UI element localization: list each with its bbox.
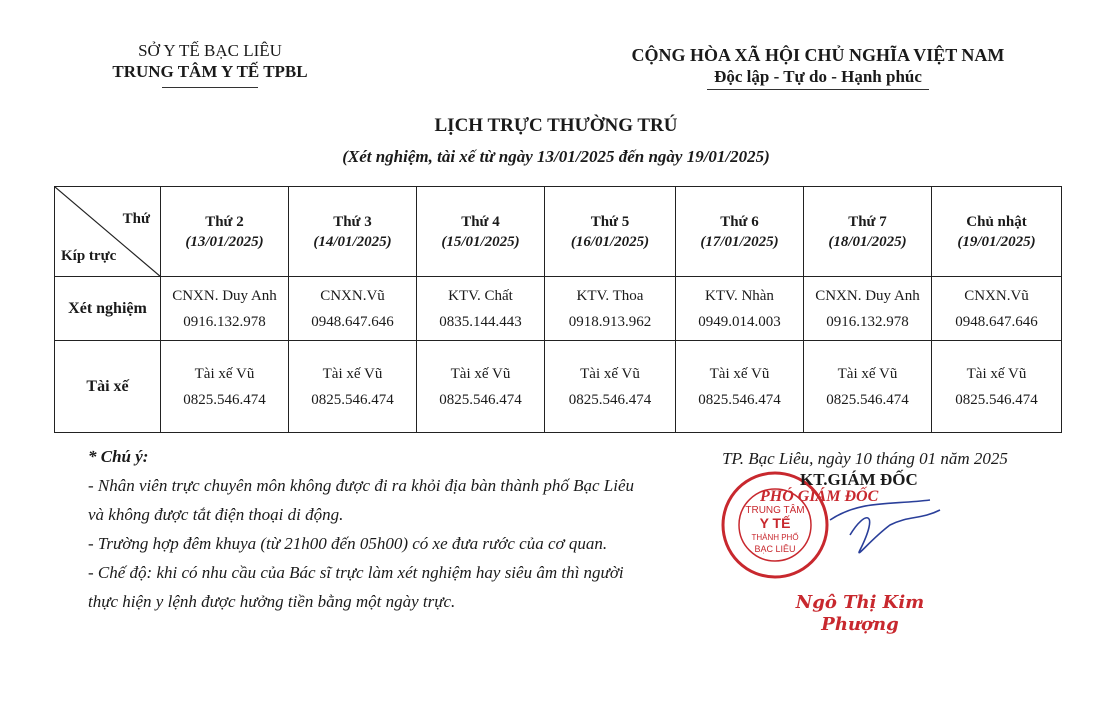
staff-name: Tài xế Vũ: [966, 365, 1027, 382]
row-label: Xét nghiệm: [55, 277, 161, 341]
staff-name: CNXN. Duy Anh: [815, 287, 920, 304]
shift-cell: [804, 341, 932, 433]
day-name: Thứ 5: [590, 213, 630, 230]
staff-phone: 0825.546.474: [439, 391, 522, 408]
staff-phone: 0918.913.962: [568, 313, 652, 330]
notes-section: [88, 442, 688, 616]
document-subtitle: (Xét nghiệm, tài xế từ ngày 13/01/2025 đến ngày 19/01/2025): [342, 147, 770, 166]
day-header: [545, 187, 676, 277]
staff-phone: 0949.014.003: [698, 313, 781, 330]
staff-name: Tài xế Vũ: [322, 365, 383, 382]
day-header: [289, 187, 417, 277]
seal-line: BẠC LIÊU: [754, 544, 796, 554]
staff-name: CNXN.Vũ: [320, 287, 385, 304]
notes-title: * Chú ý:: [88, 447, 149, 466]
seal-line: THÀNH PHỐ: [751, 533, 799, 542]
shift-cell: [289, 341, 417, 433]
staff-phone: 0825.546.474: [826, 391, 909, 408]
shift-cell: [932, 277, 1062, 341]
shift-cell: [545, 277, 676, 341]
day-name: Thứ 2: [205, 213, 244, 230]
table-row: [55, 341, 1062, 433]
document-title: LỊCH TRỰC THƯỜNG TRÚ: [434, 115, 678, 136]
day-name: Thứ 6: [720, 213, 759, 230]
staff-name: KTV. Thoa: [576, 287, 644, 304]
day-header: [417, 187, 545, 277]
shift-cell: [676, 277, 804, 341]
shift-cell: [545, 341, 676, 433]
note-line: - Trường hợp đêm khuya (từ 21h00 đến 05h00) có xe đưa rước của cơ quan.: [88, 534, 608, 553]
corner-day-label: Thứ: [122, 211, 150, 227]
staff-phone: 0835.144.443: [439, 313, 522, 330]
shift-cell: [804, 277, 932, 341]
corner-shift-label: Kíp trực: [61, 248, 117, 264]
staff-phone: 0948.647.646: [955, 313, 1038, 330]
row-label: Tài xế: [55, 341, 161, 433]
day-date: (14/01/2025): [313, 233, 392, 250]
day-date: (13/01/2025): [185, 233, 264, 250]
staff-name: KTV. Chất: [448, 287, 513, 304]
staff-name: CNXN.Vũ: [964, 287, 1029, 304]
day-name: Chủ nhật: [966, 213, 1027, 230]
note-line: và không được tắt điện thoại di động.: [88, 505, 344, 524]
day-header: [804, 187, 932, 277]
place-date: TP. Bạc Liêu, ngày 10 tháng 01 năm 2025: [722, 449, 1008, 468]
motto-underline: [707, 89, 929, 90]
agency-underline: [162, 87, 258, 88]
staff-phone: 0916.132.978: [826, 313, 909, 330]
national-name: CỘNG HÒA XÃ HỘI CHỦ NGHĨA VIỆT NAM: [631, 45, 1005, 65]
handwritten-signature: [820, 480, 950, 570]
staff-phone: 0825.546.474: [698, 391, 781, 408]
schedule-table: [54, 186, 1062, 433]
day-header: [161, 187, 289, 277]
shift-cell: [932, 341, 1062, 433]
shift-cell: [161, 341, 289, 433]
shift-cell: [161, 277, 289, 341]
staff-phone: 0825.546.474: [183, 391, 266, 408]
staff-phone: 0825.546.474: [955, 391, 1038, 408]
day-date: (17/01/2025): [700, 233, 779, 250]
table-header-row: [55, 187, 1062, 277]
national-motto: Độc lập - Tự do - Hạnh phúc: [714, 67, 922, 86]
day-date: (16/01/2025): [570, 233, 650, 250]
signer-name: Ngô Thị Kim Phượng: [795, 592, 925, 635]
agency-name: TRUNG TÂM Y TẾ TPBL: [112, 62, 308, 81]
staff-name: Tài xế Vũ: [837, 365, 898, 382]
signer-title: KT.GIÁM ĐỐC: [800, 470, 918, 489]
staff-name: CNXN. Duy Anh: [172, 287, 277, 304]
shift-cell: [417, 341, 545, 433]
shift-cell: [289, 277, 417, 341]
staff-phone: 0825.546.474: [568, 391, 652, 408]
day-name: Thứ 4: [461, 213, 500, 230]
day-date: (15/01/2025): [441, 233, 520, 250]
note-line: - Chế độ: khi có nhu cầu của Bác sĩ trực làm xét nghiệm hay siêu âm thì người: [88, 563, 624, 582]
staff-name: Tài xế Vũ: [450, 365, 511, 382]
day-date: (19/01/2025): [957, 233, 1036, 250]
agency-header: [60, 40, 360, 88]
staff-phone: 0948.647.646: [311, 313, 394, 330]
note-line: thực hiện y lệnh được hưởng tiền bằng một ngày trực.: [88, 592, 456, 611]
staff-phone: 0916.132.978: [183, 313, 266, 330]
day-header: [676, 187, 804, 277]
table-row: [55, 277, 1062, 341]
staff-name: Tài xế Vũ: [709, 365, 770, 382]
seal-line: Y TẾ: [759, 515, 791, 531]
note-line: - Nhân viên trực chuyên môn không được đi ra khỏi địa bàn thành phố Bạc Liêu: [88, 476, 635, 495]
day-date: (18/01/2025): [828, 233, 907, 250]
signer-subtitle: PHÓ GIÁM ĐỐC: [760, 488, 879, 505]
day-name: Thứ 7: [848, 213, 887, 230]
day-name: Thứ 3: [333, 213, 372, 230]
staff-name: Tài xế Vũ: [580, 365, 640, 382]
staff-phone: 0825.546.474: [311, 391, 394, 408]
national-header: [606, 44, 1030, 90]
day-header: [932, 187, 1062, 277]
staff-name: KTV. Nhàn: [705, 287, 774, 304]
seal-line: TRUNG TÂM: [745, 505, 805, 516]
shift-cell: [417, 277, 545, 341]
shift-cell: [676, 341, 804, 433]
staff-name: Tài xế Vũ: [194, 365, 255, 382]
agency-parent: SỞ Y TẾ BẠC LIÊU: [138, 41, 282, 60]
corner-cell: [55, 187, 161, 277]
